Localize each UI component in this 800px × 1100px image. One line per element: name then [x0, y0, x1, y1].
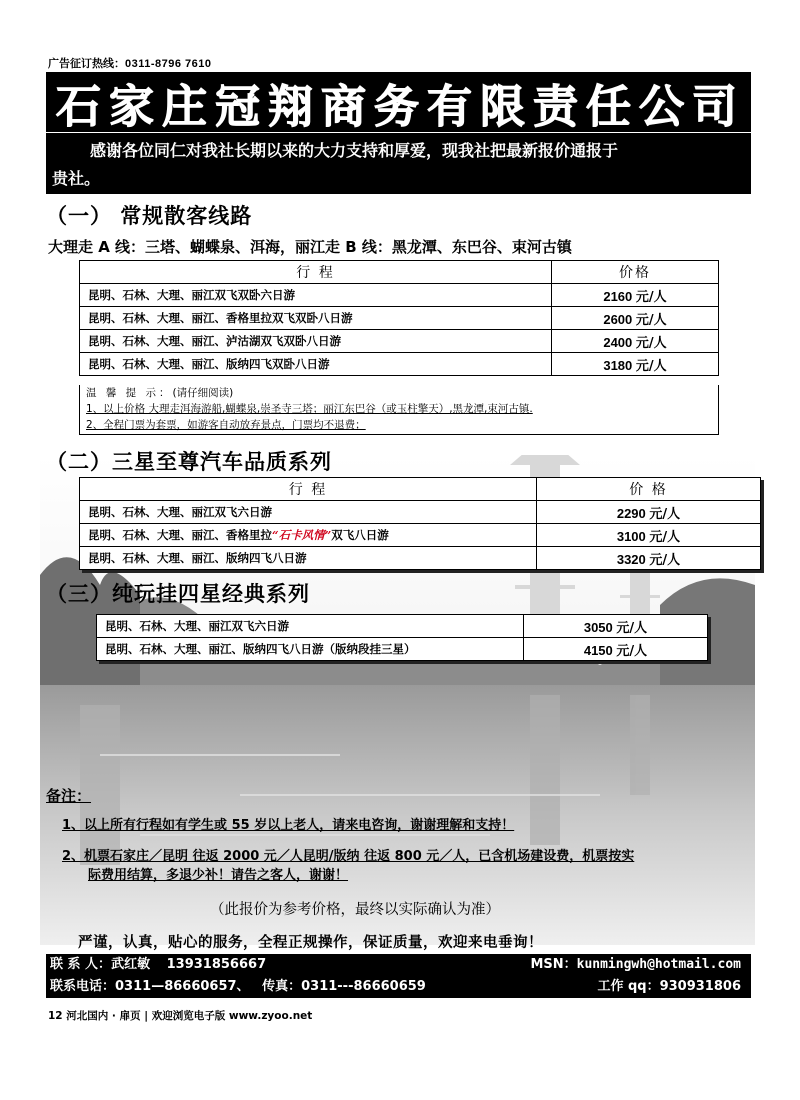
price-cell — [537, 547, 761, 570]
contact-qq — [597, 976, 741, 998]
header-route: 行 程 — [80, 261, 552, 284]
note-2 — [62, 847, 752, 885]
phone-number: 0311—86660657、 — [115, 979, 250, 994]
table-row — [80, 353, 719, 376]
section-3-title: （三）纯玩挂四星经典系列 — [46, 582, 310, 606]
msn-address: kunmingwh@hotmail.com — [576, 957, 741, 972]
note-2-line-1: 2、机票石家庄／昆明 往返 2000 元／人昆明/版纳 往返 800 元／人，已含机场建设费，机票按实 — [62, 849, 635, 864]
tips-line-2: 2、全程门票为套票，如游客自动放弃景点，门票均不退费； — [86, 419, 366, 431]
price-value: 2160 — [603, 288, 633, 304]
section-1-route-description: 大理走 A 线：三塔、蝴蝶泉、洱海，丽江走 B 线：黑龙潭、东巴谷、束河古镇 — [48, 238, 572, 256]
footer-slogan: 欢迎浏览电子版 — [151, 1010, 226, 1022]
qq-number: 930931806 — [659, 979, 741, 994]
intro-line-1: 感谢各位同仁对我社长期以来的大力支持和厚爱，现我社把最新报价通报于 — [90, 141, 619, 160]
contact-mobile: 13931856667 — [166, 957, 267, 972]
table-header — [80, 478, 761, 501]
price-value: 3320 — [616, 551, 646, 567]
table-row — [97, 615, 708, 638]
price-unit: 元/人 — [616, 643, 648, 659]
price-unit: 元/人 — [649, 506, 681, 522]
section-1-price-table — [79, 260, 719, 376]
table-row — [80, 524, 761, 547]
price-cell — [537, 501, 761, 524]
price-value: 4150 — [583, 642, 613, 658]
route-cell: 昆明、石林、大理、丽江、版纳四飞八日游 — [80, 547, 537, 570]
route-cell: 昆明、石林、大理、丽江双飞六日游 — [80, 501, 537, 524]
note-1: 1、以上所有行程如有学生或 55 岁以上老人，请来电咨询，谢谢理解和支持！ — [62, 818, 515, 833]
fax-number: 0311---86660659 — [301, 979, 426, 994]
route-cell: 昆明、石林、大理、丽江、香格里拉双飞双卧八日游 — [80, 307, 552, 330]
section-2-title: （二）三星至尊汽车品质系列 — [46, 450, 332, 474]
hotline-number: 0311-8796 7610 — [125, 58, 212, 70]
section-2-price-table — [79, 477, 761, 570]
phone-label: 联系电话： — [50, 979, 116, 994]
table-row — [80, 547, 761, 570]
route-cell: 昆明、石林、大理、丽江双飞双卧六日游 — [80, 284, 552, 307]
price-unit: 元/人 — [635, 289, 667, 305]
section-3-price-table — [96, 614, 708, 661]
intro-banner — [46, 133, 751, 194]
price-cell — [524, 638, 708, 661]
qq-label: 工作 qq： — [597, 979, 660, 994]
company-name: 石家庄冠翔商务有限责任公司 — [56, 79, 746, 133]
price-cell — [552, 330, 719, 353]
table-row — [80, 284, 719, 307]
contact-msn — [530, 954, 741, 976]
footer-section: 河北国内 · 扉页 — [66, 1010, 141, 1022]
notes-title: 备注： — [46, 787, 92, 805]
service-slogan: 严谨，认真，贴心的服务，全程正规操作，保证质量，欢迎来电垂询！ — [78, 935, 543, 951]
contact-bar — [46, 954, 751, 998]
price-unit: 元/人 — [649, 552, 681, 568]
table-row — [80, 330, 719, 353]
price-unit: 元/人 — [635, 358, 667, 374]
fax-label: 传真： — [262, 979, 302, 994]
contact-person-name: 武红敏 — [111, 957, 151, 972]
price-cell — [524, 615, 708, 638]
price-unit: 元/人 — [616, 620, 648, 636]
company-banner — [46, 72, 751, 132]
page-number: 12 — [48, 1010, 63, 1022]
price-unit: 元/人 — [635, 335, 667, 351]
route-cell: 昆明、石林、大理、丽江、版纳四飞八日游（版纳段挂三星） — [97, 638, 524, 661]
tips-subtitle: (请仔细阅读) — [172, 387, 234, 399]
price-value: 2290 — [616, 505, 646, 521]
price-cell — [552, 307, 719, 330]
section-1-title: （一） 常规散客线路 — [46, 204, 253, 228]
price-value: 3180 — [603, 357, 633, 373]
price-value: 2400 — [603, 334, 633, 350]
table-row — [97, 638, 708, 661]
price-unit: 元/人 — [635, 312, 667, 328]
msn-label: MSN： — [530, 957, 577, 972]
header-price: 价格 — [552, 261, 719, 284]
table-header — [80, 261, 719, 284]
page-footer — [48, 1008, 312, 1023]
route-cell: 昆明、石林、大理、丽江、泸沽湖双飞双卧八日游 — [80, 330, 552, 353]
route-cell — [80, 524, 537, 547]
footer-url: www.zyoo.net — [228, 1010, 313, 1022]
route-highlight: “石卡风情” — [272, 528, 332, 542]
price-cell — [537, 524, 761, 547]
table-row — [80, 501, 761, 524]
price-value: 3050 — [583, 619, 613, 635]
header-route: 行 程 — [80, 478, 537, 501]
contact-person-label: 联 系 人： — [50, 957, 112, 972]
contact-row-2 — [50, 976, 741, 998]
table-row — [80, 307, 719, 330]
footer-divider: | — [144, 1010, 149, 1022]
intro-line-2: 贵社。 — [52, 169, 101, 188]
tips-line-1: 1、以上价格 大理走洱海游船,蝴蝶泉,崇圣寺三塔；丽江东巴谷（或玉柱擎天）,黑龙潭,束河古镇. — [86, 403, 533, 415]
price-disclaimer: （此报价为参考价格，最终以实际确认为准） — [210, 902, 500, 918]
tips-title: 温 馨 提 示： — [86, 387, 173, 399]
price-value: 3100 — [616, 528, 646, 544]
price-cell — [552, 353, 719, 376]
route-cell: 昆明、石林、大理、丽江、版纳四飞双卧八日游 — [80, 353, 552, 376]
route-part-a: 昆明、石林、大理、丽江、香格里拉 — [88, 528, 272, 542]
hotline-label: 广告征订热线： — [48, 57, 125, 70]
price-unit: 元/人 — [649, 529, 681, 545]
route-cell: 昆明、石林、大理、丽江双飞六日游 — [97, 615, 524, 638]
contact-row-1 — [50, 954, 741, 976]
price-value: 2600 — [603, 311, 633, 327]
tips-box — [79, 385, 719, 435]
header-price: 价 格 — [537, 478, 761, 501]
price-cell — [552, 284, 719, 307]
route-part-b: 双飞八日游 — [331, 528, 389, 542]
note-2-line-2: 际费用结算，多退少补！请告之客人，谢谢！ — [88, 868, 349, 883]
